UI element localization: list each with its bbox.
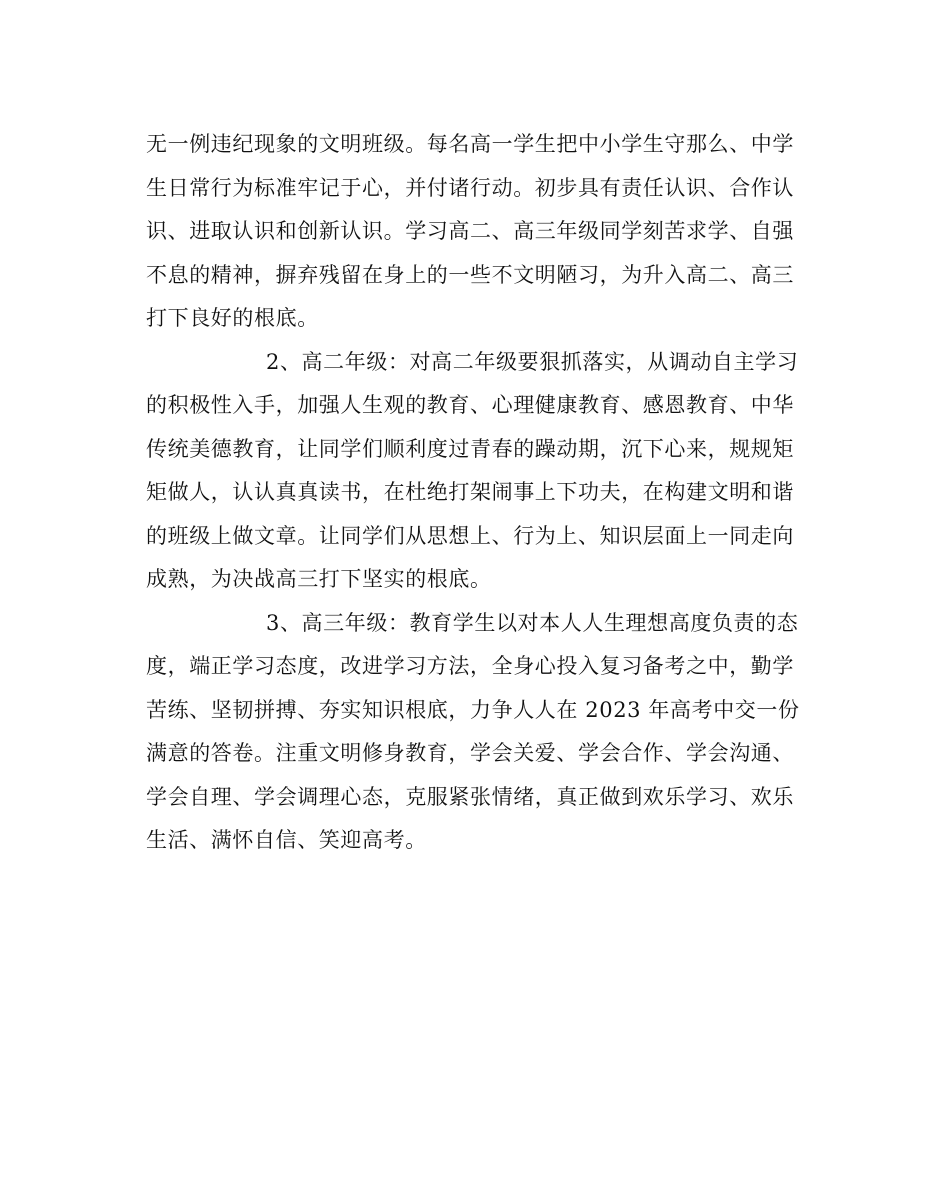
paragraph-3 xyxy=(146,602,806,863)
text-line: 的积极性入手，加强人生观的教育、心理健康教育、感恩教育、中华 xyxy=(146,393,794,417)
text-line: 的班级上做文章。让同学们从思想上、行为上、知识层面上一同走向 xyxy=(146,523,794,548)
text-line: 识、进取认识和创新认识。学习高二、高三年级同学刻苦求学、自强 xyxy=(146,219,794,243)
text-line: 2、高二年级：对高二年级要狠抓落实，从调动自主学习 xyxy=(266,349,799,374)
text-line: 生日常行为标准牢记于心，并付诸行动。初步具有责任认识、合作认 xyxy=(146,175,794,200)
paragraph-2 xyxy=(146,341,806,602)
paragraph-1 xyxy=(146,123,806,341)
document-body xyxy=(146,123,806,863)
text-line: 度，端正学习态度，改进学习方法，全身心投入复习备考之中，勤学 xyxy=(146,654,794,678)
text-line: 成熟，为决战高三打下坚实的根底。 xyxy=(146,567,492,591)
text-line: 满意的答卷。注重文明修身教育，学会关爱、学会合作、学会沟通、 xyxy=(146,741,794,765)
text-line: 传统美德教育，让同学们顺利度过青春的躁动期，沉下心来，规规矩 xyxy=(146,436,794,461)
text-line: 无一例违纪现象的文明班级。每名高一学生把中小学生守那么、中学 xyxy=(146,132,794,156)
text-line: 3、高三年级：教育学生以对本人人生理想高度负责的态 xyxy=(266,610,799,635)
text-line: 苦练、坚韧拼搏、夯实知识根底，力争人人在 2023 年高考中交一份 xyxy=(146,697,800,722)
text-line: 矩做人，认认真真读书，在杜绝打架闹事上下功夫，在构建文明和谐 xyxy=(146,480,794,504)
text-line: 不息的精神，摒弃残留在身上的一些不文明陋习，为升入高二、高三 xyxy=(146,262,794,287)
text-line: 学会自理、学会调理心态，克服紧张情绪，真正做到欢乐学习、欢乐 xyxy=(146,784,794,809)
text-line: 打下良好的根底。 xyxy=(146,306,319,330)
text-line: 生活、满怀自信、笑迎高考。 xyxy=(146,828,427,852)
